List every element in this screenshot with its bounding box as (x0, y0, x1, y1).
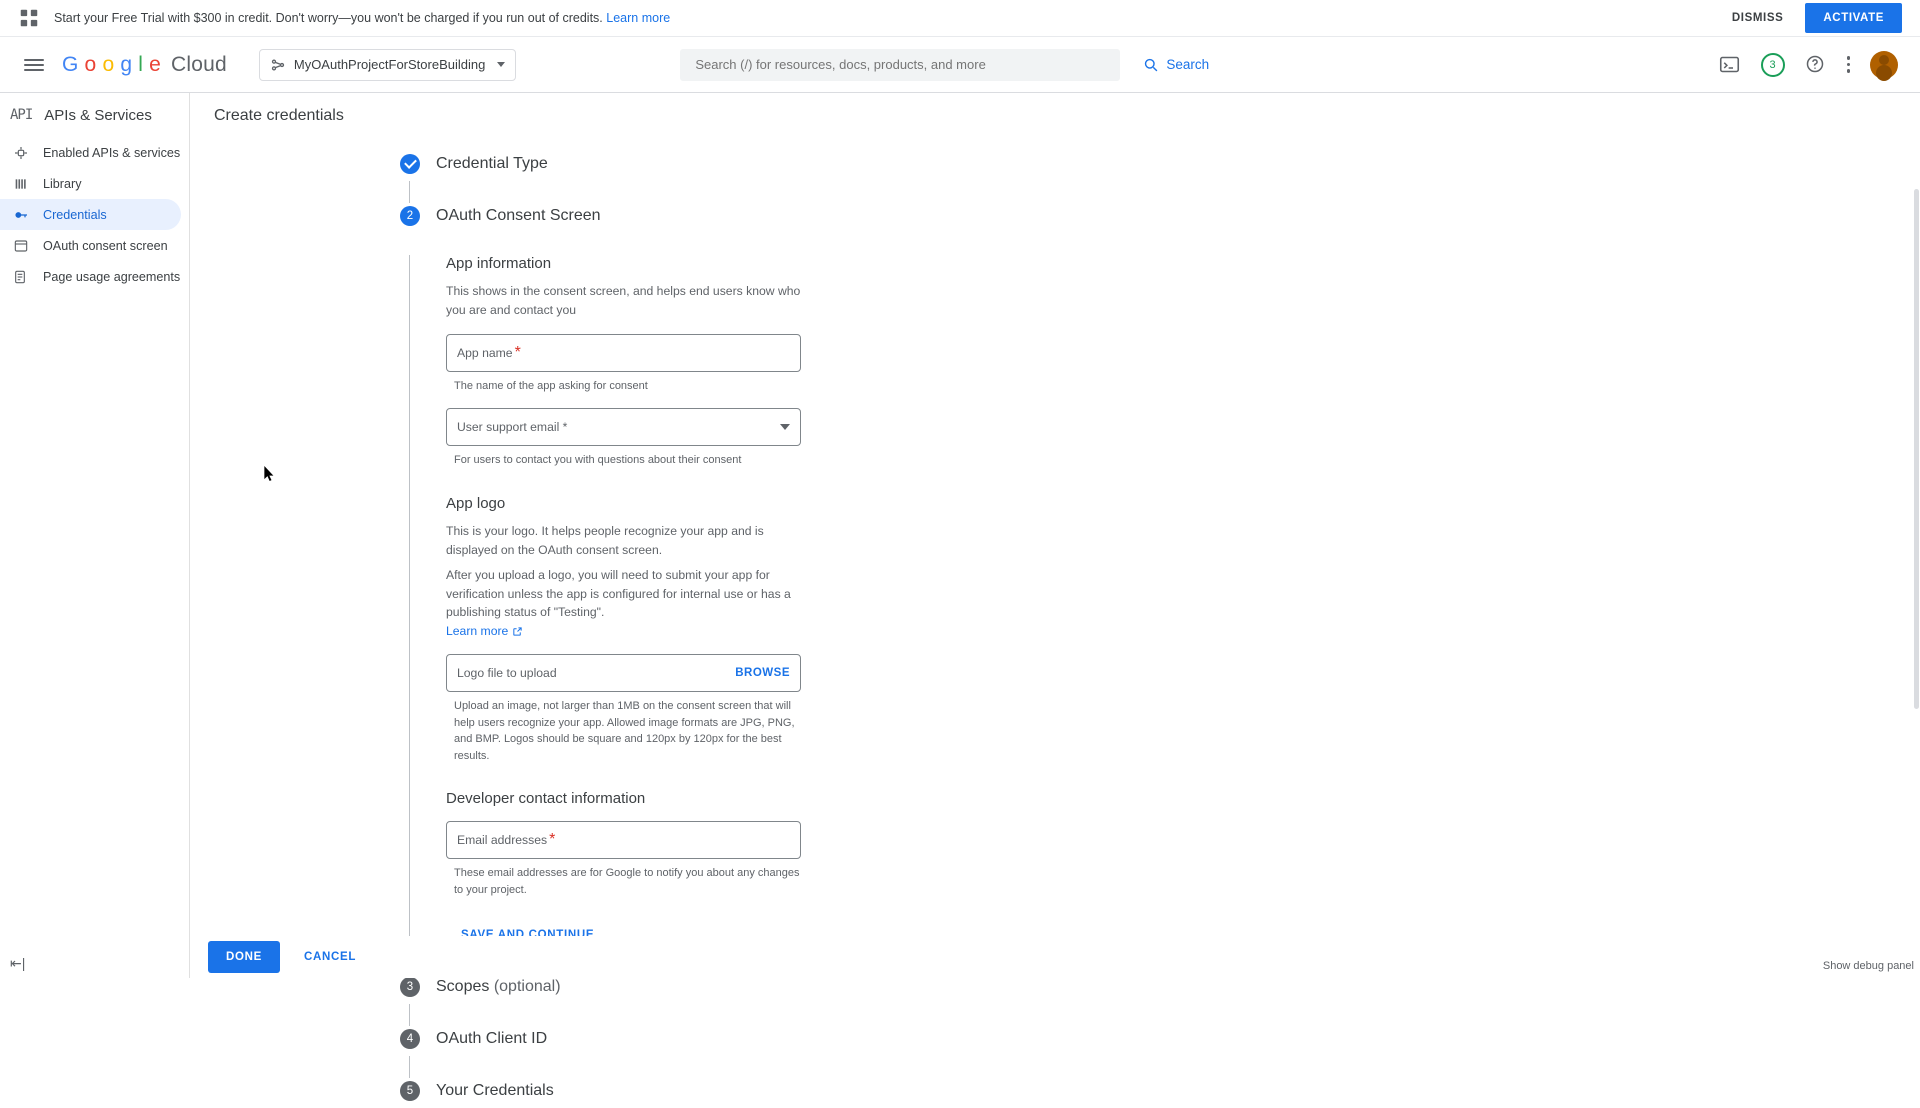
grid-apps-icon[interactable] (18, 7, 40, 29)
logo-upload-field[interactable] (446, 654, 801, 692)
search-icon (1142, 56, 1159, 73)
app-logo-heading: App logo (446, 494, 506, 512)
app-logo-learn-more-link[interactable] (446, 624, 523, 638)
logo-cloud-text: Cloud (170, 52, 227, 76)
user-support-email-label: User support email * (457, 420, 568, 435)
free-trial-banner (0, 0, 1920, 37)
app-name-field[interactable] (446, 334, 801, 372)
step-3-optional: (optional) (489, 978, 561, 996)
cancel-button[interactable]: CANCEL (290, 941, 370, 973)
show-debug-panel-link[interactable]: Show debug panel (1822, 960, 1914, 972)
logo-letter-g: G (62, 52, 79, 76)
scrollbar-track[interactable] (1914, 93, 1920, 978)
logo-letter-o2: o (102, 52, 115, 76)
search-button[interactable] (1132, 50, 1219, 79)
sidebar-item-oauth-consent-screen[interactable] (0, 230, 181, 261)
user-avatar[interactable] (1870, 51, 1898, 79)
user-support-email-select[interactable] (446, 408, 801, 446)
step-credential-type (400, 147, 1920, 181)
done-button[interactable]: DONE (208, 941, 280, 973)
developer-email-field[interactable] (446, 821, 801, 859)
developer-email-hint: These email addresses are for Google to notify you about any changes to your project. (454, 867, 800, 896)
library-icon (12, 175, 29, 192)
app-information-description: This shows in the consent screen, and helps end users know who you are and contact you (446, 284, 801, 317)
activate-button[interactable]: ACTIVATE (1805, 3, 1902, 33)
sidebar-item-credentials[interactable] (0, 199, 181, 230)
step-your-credentials (400, 1074, 1920, 1108)
step-2-label: OAuth Consent Screen (436, 207, 601, 224)
collapse-sidebar-icon[interactable]: ⇤| (10, 955, 26, 971)
trial-learn-more-link[interactable]: Learn more (606, 11, 671, 25)
step-3-indicator: 3 (400, 977, 420, 997)
logo-upload-hint: Upload an image, not larger than 1MB on the consent screen that will help users recognize your app. Allowed image formats are JPG, PNG, and BMP. Logos should be square and 120px by 120px for the best results. (454, 700, 795, 762)
sidebar-item-label: Page usage agreements (43, 269, 181, 284)
developer-email-label: Email addresses (457, 833, 548, 848)
search-box[interactable] (680, 49, 1120, 81)
dismiss-button[interactable]: DISMISS (1720, 4, 1796, 32)
step-3-title: Scopes (436, 978, 490, 996)
cloud-shell-icon[interactable] (1719, 54, 1741, 76)
credentials-key-icon (12, 206, 29, 223)
step-3-label[interactable] (436, 978, 561, 996)
sidebar-title-label: APIs & Services (44, 106, 152, 124)
developer-email-required-marker: * (549, 831, 556, 849)
enabled-apis-icon (12, 144, 29, 161)
app-name-label: App name (457, 345, 513, 360)
sidebar-item-label: Credentials (43, 207, 107, 222)
step-2-indicator: 2 (400, 206, 420, 226)
step-2-body (409, 255, 1920, 952)
external-link-icon (512, 626, 523, 637)
sidebar-item-label: Enabled APIs & services (43, 145, 181, 160)
browse-button[interactable]: BROWSE (735, 667, 790, 680)
bottom-action-bar (190, 936, 1920, 978)
app-logo-description-1: This is your logo. It helps people recognize your app and is displayed on the OAuth consent screen. (446, 523, 764, 557)
sidebar (0, 93, 190, 978)
step-1-indicator (400, 154, 420, 174)
step-5-label[interactable]: Your Credentials (436, 1082, 554, 1100)
logo-letter-e: e (149, 52, 161, 76)
chevron-down-icon (497, 62, 505, 67)
chevron-down-icon (780, 424, 790, 430)
step-oauth-client-id (400, 1022, 1920, 1056)
trial-banner-text (54, 11, 670, 25)
notifications-badge[interactable]: 3 (1761, 53, 1785, 77)
project-selector-icon (270, 57, 286, 73)
project-selector[interactable] (259, 49, 516, 81)
developer-contact-heading: Developer contact information (446, 790, 646, 808)
top-navigation-bar (0, 37, 1920, 93)
search-input[interactable] (693, 56, 1107, 73)
step-4-label[interactable]: OAuth Client ID (436, 1030, 548, 1048)
sidebar-item-library[interactable] (0, 168, 181, 199)
logo-letter-g2: g (120, 52, 133, 76)
app-logo-learn-more-label: Learn more (446, 624, 509, 639)
api-icon: API (10, 107, 33, 123)
step-4-indicator: 4 (400, 1029, 420, 1049)
help-icon[interactable] (1805, 54, 1827, 76)
app-name-required-marker: * (514, 343, 521, 361)
app-name-hint: The name of the app asking for consent (454, 379, 648, 392)
app-logo-description-2: After you upload a logo, you will need to submit your app for verification unless the app is configured for internal use or has a publishing status of "Testing". (446, 567, 791, 620)
step-5-indicator: 5 (400, 1081, 420, 1101)
scrollbar-thumb[interactable] (1914, 189, 1919, 709)
trial-banner-message: Start your Free Trial with $300 in credit. Don't worry—you won't be charged if you run out of credits. (54, 11, 603, 25)
logo-letter-o1: o (84, 52, 97, 76)
sidebar-item-enabled-apis[interactable] (0, 137, 181, 168)
sidebar-title (0, 93, 189, 137)
app-information-heading: App information (446, 255, 552, 272)
google-cloud-logo[interactable] (62, 53, 227, 77)
logo-letter-l: l (138, 52, 144, 76)
consent-screen-icon (12, 237, 29, 254)
hamburger-menu-icon[interactable] (22, 53, 46, 77)
main-content (190, 93, 1920, 1100)
sidebar-item-label: Library (43, 176, 82, 191)
page-title: Create credentials (214, 107, 344, 124)
sidebar-item-label: OAuth consent screen (43, 238, 168, 253)
user-support-email-hint: For users to contact you with questions about their consent (454, 454, 742, 467)
step-oauth-consent-screen (400, 199, 1920, 952)
search-button-label: Search (1166, 57, 1210, 72)
page-usage-icon (12, 268, 29, 285)
kebab-menu-icon[interactable] (1847, 56, 1851, 73)
sidebar-item-page-usage-agreements[interactable] (0, 261, 181, 292)
project-name: MyOAuthProjectForStoreBuilding (293, 57, 486, 72)
logo-upload-label: Logo file to upload (457, 666, 557, 681)
step-1-label[interactable]: Credential Type (436, 155, 548, 172)
